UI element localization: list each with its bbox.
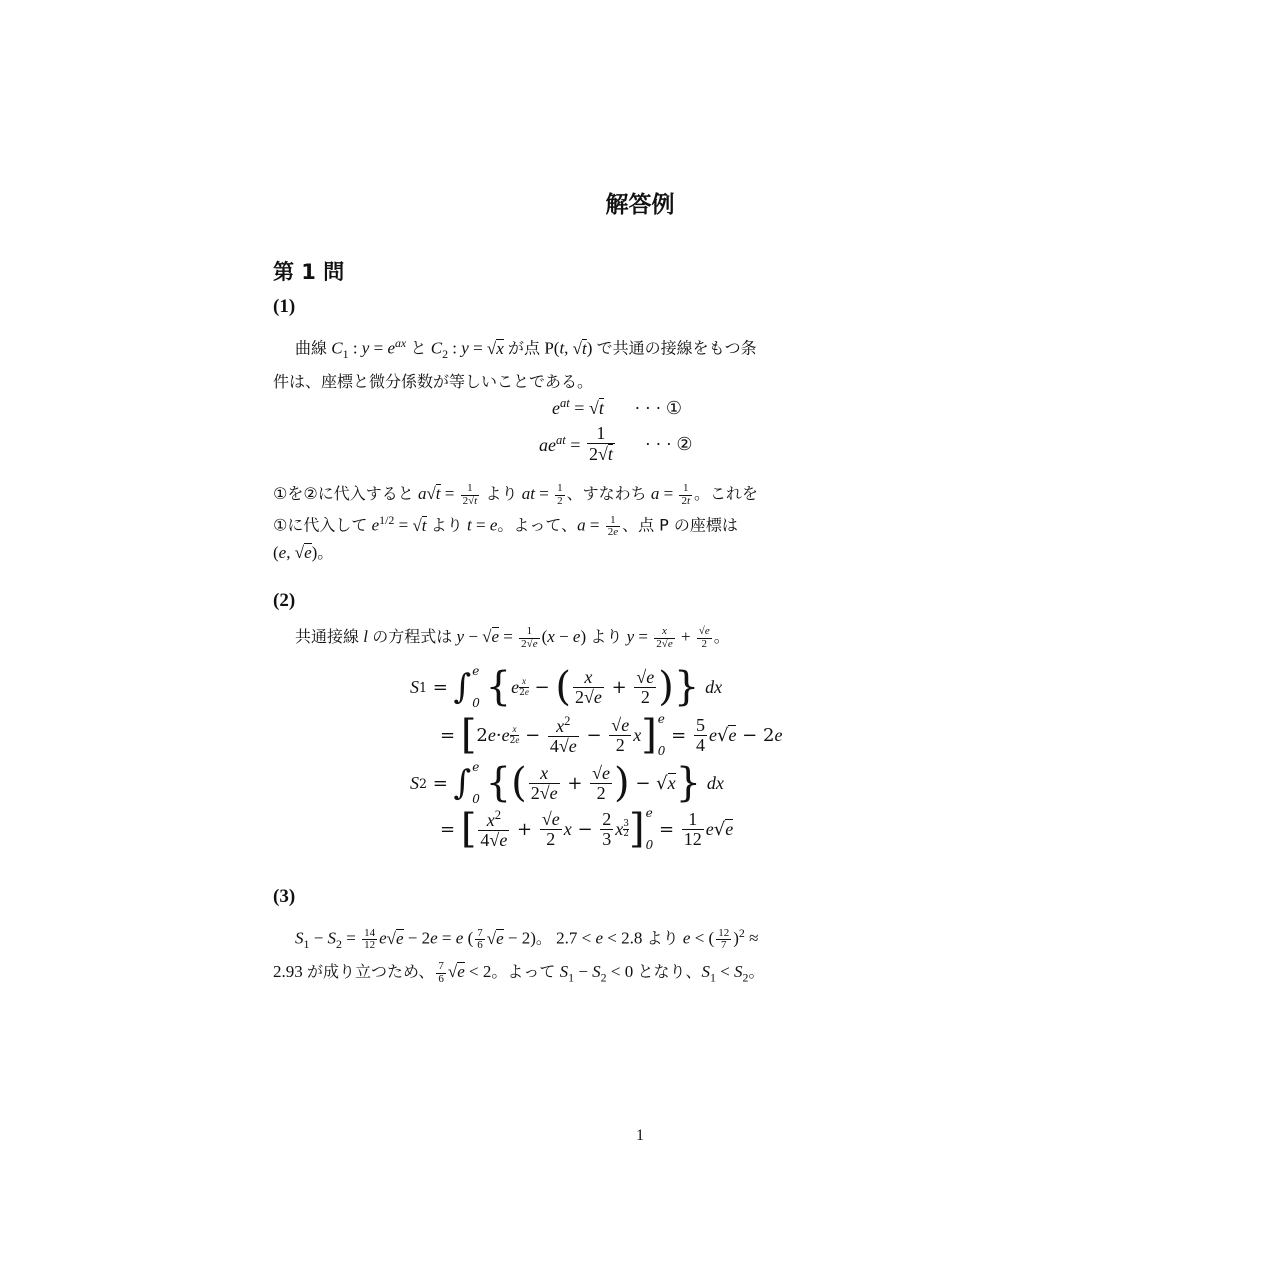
equation-2: $ae^{at}$ = $\frac{1}{2√t}$ · · · ②: [539, 423, 693, 464]
part1-intro: 曲線 $C_1$ : $y = e^{ax}$ と $C_2$ : y = √x が点 P(t, √t) で共通の接線をもつ条 件は、座標と微分係数が等しいことである。: [273, 336, 757, 392]
part3-text: $S_1 - S_2$ = $\frac{14}{12}$ e√e − 2e = e ( $\frac{7}{6}$ √e − 2)。 2.7 < e < 2.8 より e < ( $\frac{12}{7}$ )$^2$ ≈ 2.93 が成り立つため、 $\frac{7}{6}$ √e < 2。よって $S_1 - S_2 < 0$ となり、$S_1 < S_2$。: [273, 926, 765, 985]
part3-label: (3): [273, 886, 296, 907]
part2-label: (2): [273, 590, 296, 611]
page-number: 1: [636, 1127, 644, 1144]
S1-integral: S 1 = ∫ e 0 { e x 2e − ( $\frac{x}{2√e}$ + $\frac{√e}{2}$ ) } dx: [410, 664, 723, 710]
part2-tangent: 共通接線 l の方程式は y − √e = $\frac{1}{2√e}$ (x − e) より y = $\frac{x}{2√e}$ + $\frac{√e}{2}$ 。: [295, 625, 730, 650]
S1-result: = [ 2 e · e x 2e − $\frac{x^2}{4√e}$ − $\frac{√e}{2}$ x ] e 0 = $\frac{5}{4}$ e √e − 2 e: [440, 712, 783, 758]
section-heading: 第 1 問: [273, 260, 345, 284]
part1-label: (1): [273, 296, 296, 317]
part1-solution: ①を②に代入すると a√t = $\frac{1}{2√t}$ より at = $\frac{1}{2}$ 、すなわち a = $\frac{1}{2t}$ 。これを ①に代入して $e^{1/2} = √t$ より t = e。よって、a = $\frac{1}{2e}$ 、点 P の座標は (e, √e)。: [273, 482, 759, 562]
equation-1: $e^{at} = √t$ · · · ①: [552, 396, 682, 418]
page-title: 解答例: [605, 192, 675, 218]
S2-integral: S 2 = ∫ e 0 { ( $\frac{x}{2√e}$ + $\frac{√e}{2}$ ) − √x } dx: [410, 760, 724, 806]
S2-result: = [ $\frac{x^2}{4√e}$ + $\frac{√e}{2}$ x − $\frac{2}{3}$ x 3 2 ] e 0 = $\frac{1}{12}$ e √e: [440, 806, 734, 852]
